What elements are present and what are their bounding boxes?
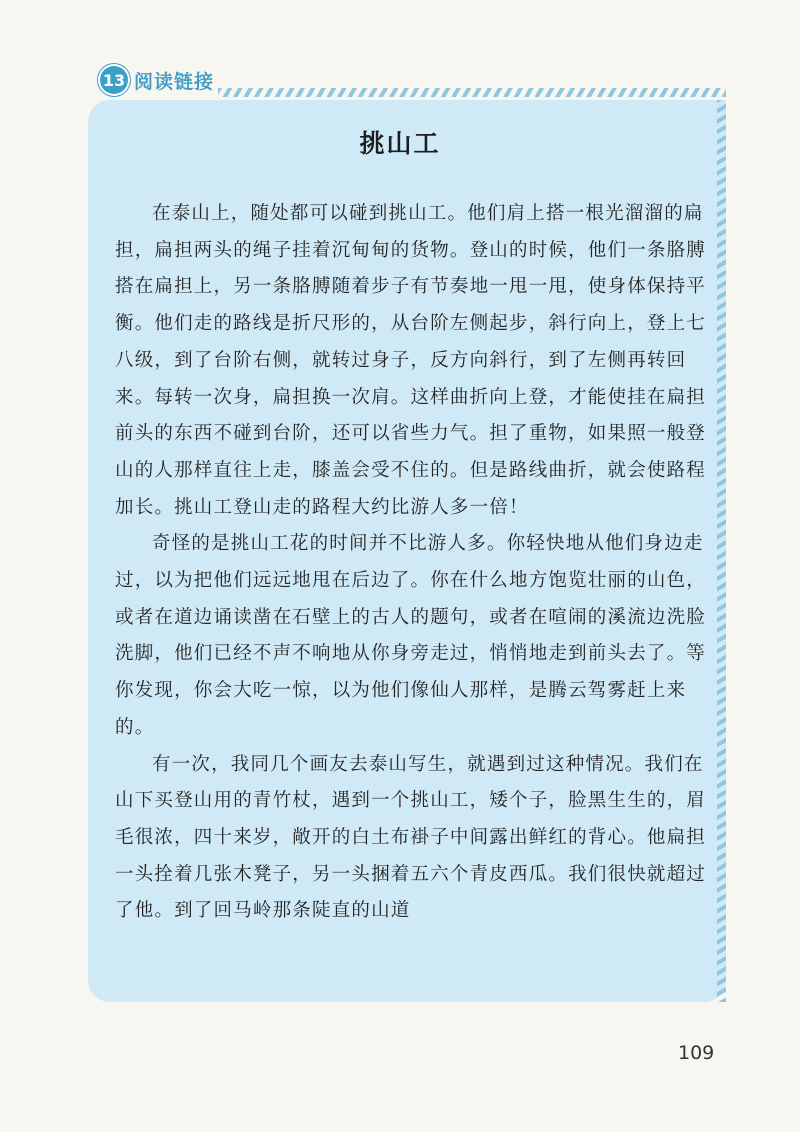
article-body xyxy=(115,196,713,930)
article-title: 挑山工 xyxy=(359,129,441,158)
section-label: 阅读链接 xyxy=(134,70,215,93)
page-number: 109 xyxy=(678,1042,715,1064)
section-header xyxy=(100,66,214,94)
paragraph: 奇怪的是挑山工花的时间并不比游人多。你轻快地从他们身边走过，以为把他们远远地甩在后边了。你在什么地方饱览壮丽的山色，或者在道边诵读凿在石壁上的古人的题句，或者在喧闹的溪流边洗脸洗脚，他们已经不声不响地从你身旁走过，悄悄地走到前头去了。等你发现，你会大吃一惊，以为他们像仙人那样，是腾云驾雾赶上来的。 xyxy=(115,533,707,738)
header-dash-border xyxy=(218,88,726,97)
paragraph: 有一次，我同几个画友去泰山写生，就遇到过这种情况。我们在山下买登山用的青竹杖，遇到一个挑山工，矮个子，脸黑生生的，眉毛很浓，四十来岁，敞开的白土布褂子中间露出鲜红的背心。他扁担一头拴着几张木凳子，另一头捆着五六个青皮西瓜。我们很快就超过了他。到了回马岭那条陡直的山道 xyxy=(115,753,707,922)
reading-link-icon: 13 xyxy=(100,66,128,94)
panel-dash-border xyxy=(717,100,726,1002)
paragraph: 在泰山上，随处都可以碰到挑山工。他们肩上搭一根光溜溜的扁担，扁担两头的绳子挂着沉甸甸的货物。登山的时候，他们一条胳膊搭在扁担上，另一条胳膊随着步子有节奏地一甩一甩，使身体保持平衡。他们走的路线是折尺形的，从台阶左侧起步，斜行向上，登上七八级，到了台阶右侧，就转过身子，反方向斜行，到了左侧再转回来。每转一次身，扁担换一次肩。这样曲折向上登，才能使挂在扁担前头的东西不碰到台阶，还可以省些力气。担了重物，如果照一般登山的人那样直往上走，膝盖会受不住的。但是路线曲折，就会使路程加长。挑山工登山走的路程大约比游人多一倍！ xyxy=(115,203,707,518)
